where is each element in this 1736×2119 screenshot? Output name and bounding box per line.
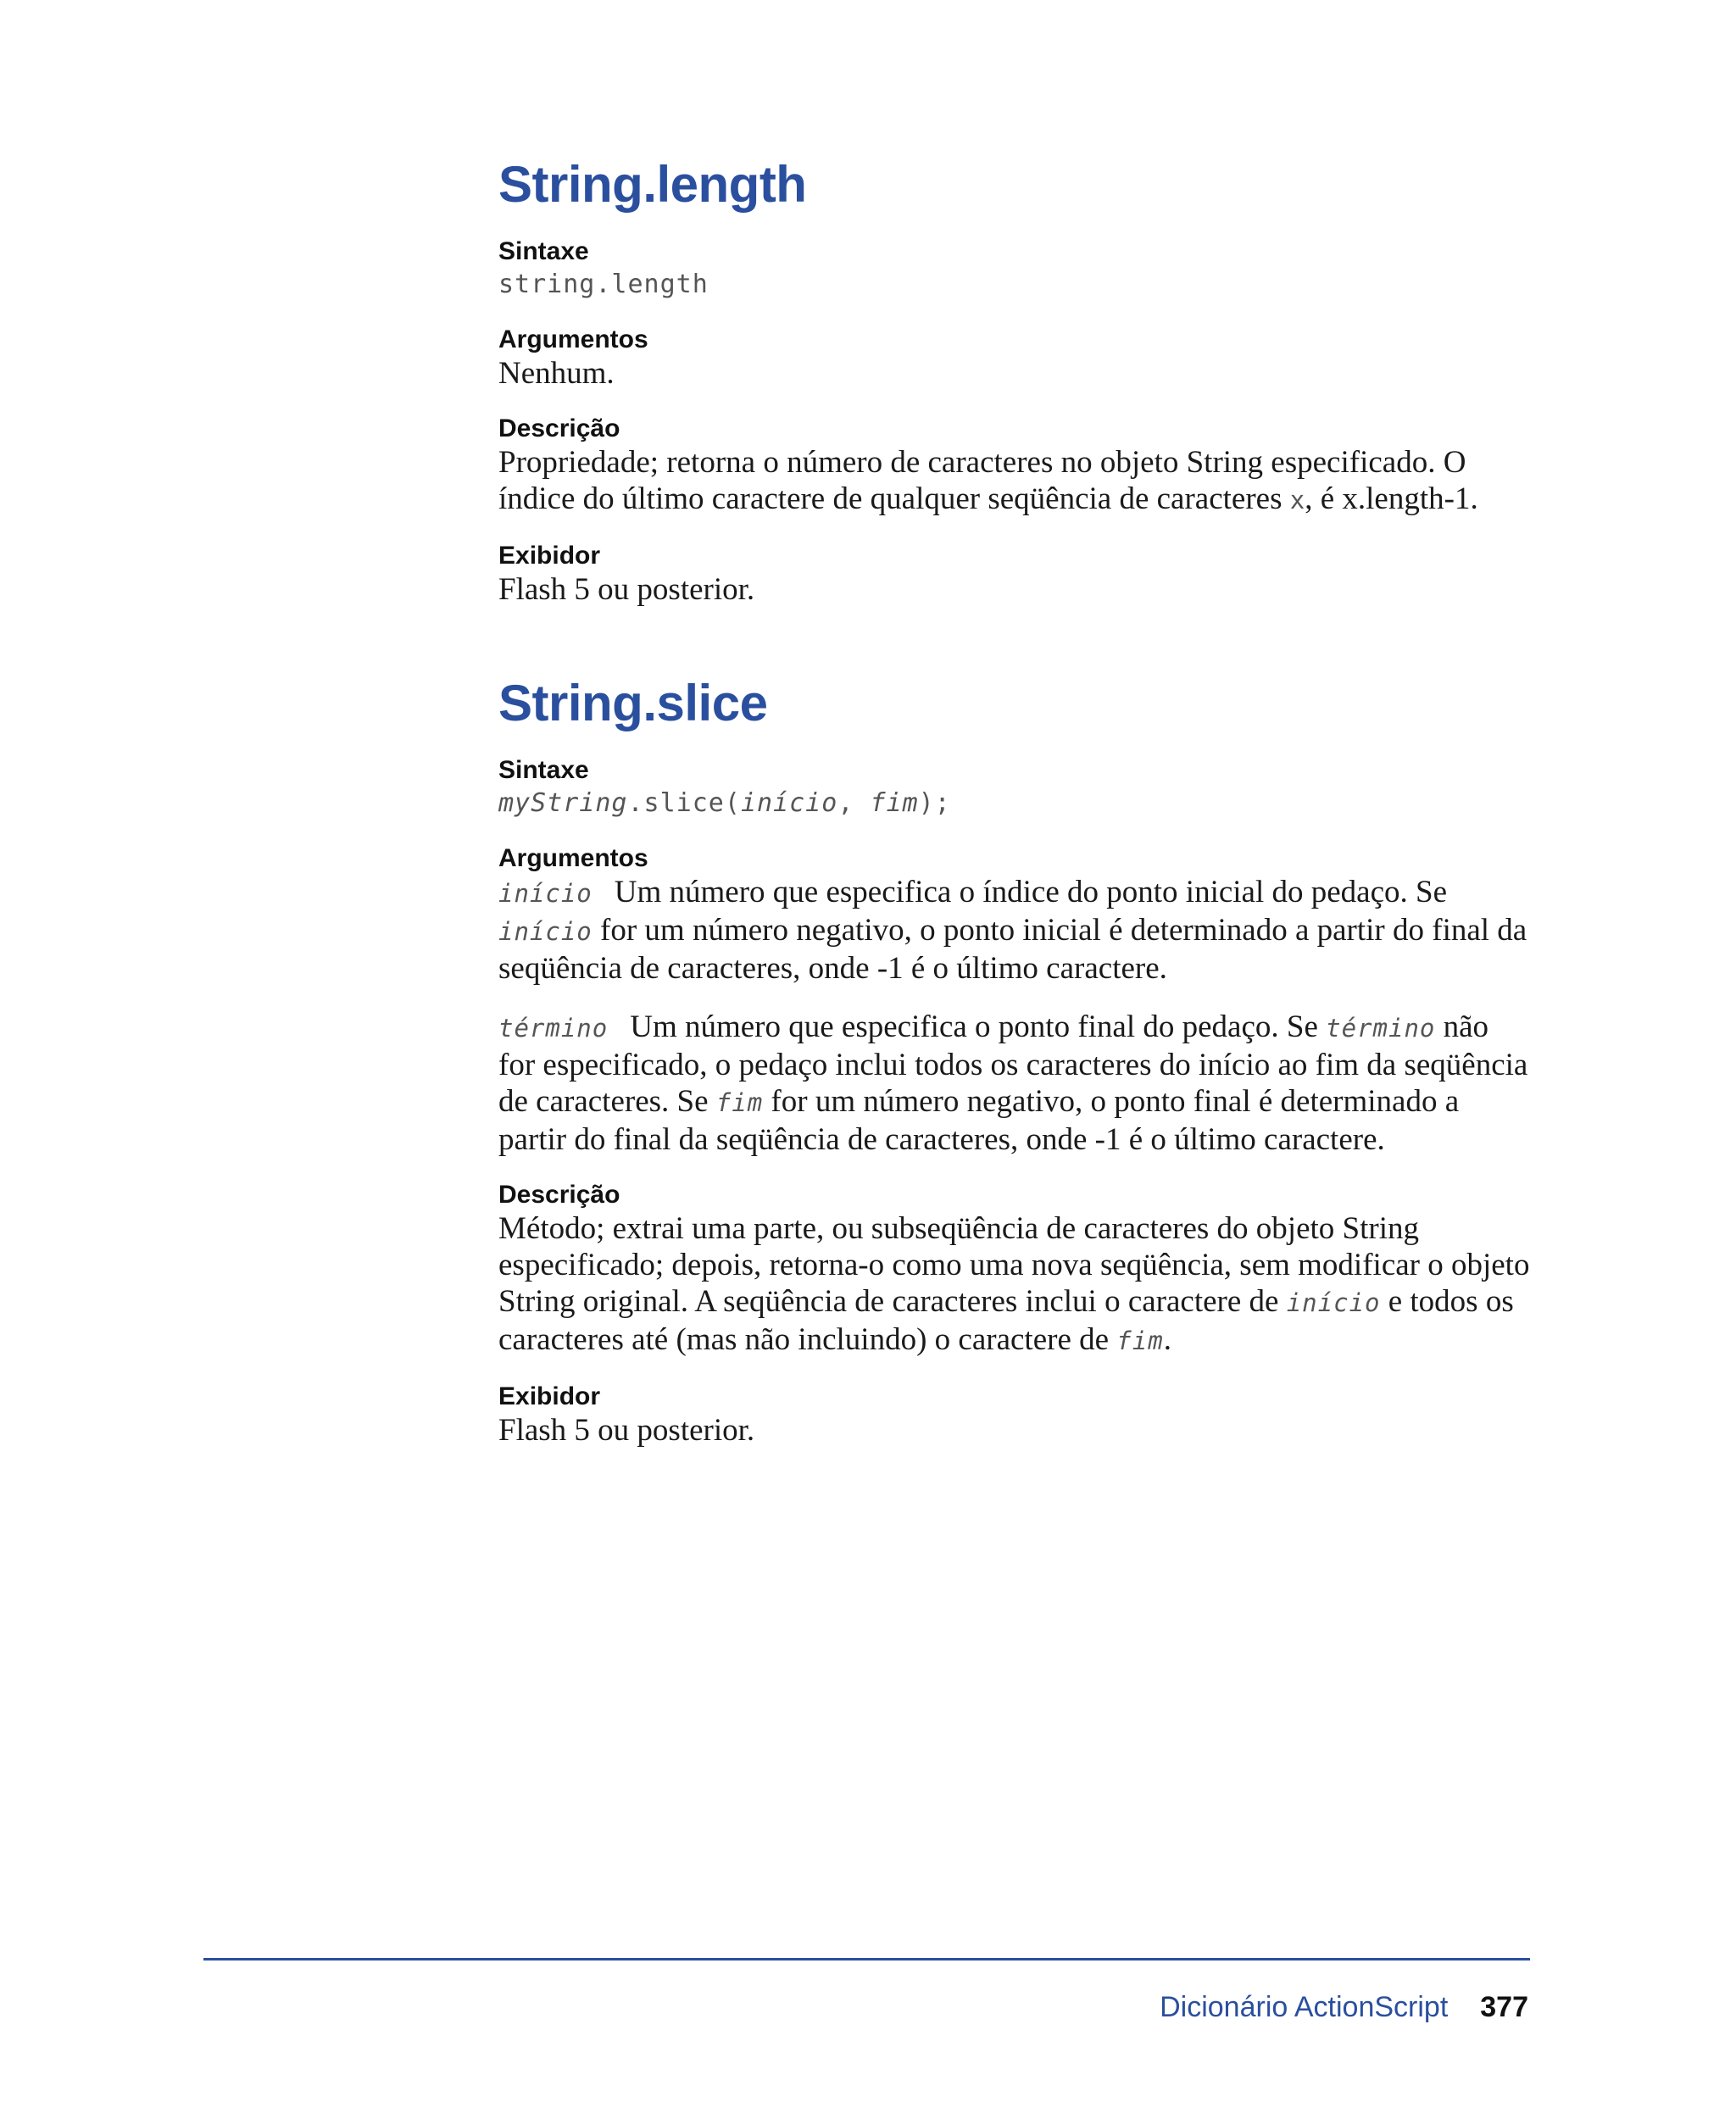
syntax-label: Sintaxe: [498, 756, 589, 784]
syntax-code: [498, 786, 1533, 821]
argument-ref: término: [1326, 1014, 1436, 1043]
description-label: Descrição: [498, 1181, 620, 1209]
page-number: 377: [1480, 1991, 1528, 2023]
entry-title: String.length: [498, 156, 807, 213]
code-x: x: [1289, 486, 1305, 514]
footer-title: Dicionário ActionScript: [1160, 1991, 1449, 2023]
description-label: Descrição: [498, 414, 620, 442]
syntax-code: string.length: [498, 270, 709, 299]
description-part: e todos os caracteres até (mas não incluindo) o caractere de: [498, 1284, 1514, 1357]
syntax-method: .slice(: [627, 788, 741, 818]
description-part: , é x.length-1.: [1305, 481, 1478, 516]
syntax-arg: início: [740, 788, 838, 818]
description-part: Método; extrai uma parte, ou subseqüência de caracteres do objeto String especificado; depois, retorna-o como uma nova seqüência, sem modificar o objeto String original. A seqüência de caracteres inclui o caractere de: [498, 1211, 1530, 1319]
arguments-label: Argumentos: [498, 844, 648, 872]
player-label: Exibidor: [498, 1382, 601, 1410]
player-text: Flash 5 ou posterior.: [498, 1413, 755, 1448]
player-text: Flash 5 ou posterior.: [498, 572, 755, 607]
footer-rule: [203, 1958, 1530, 1960]
description-text: [498, 1210, 1533, 1360]
argument-text: for um número negativo, o ponto final é determinado a partir do final da seqüência de caracteres, onde -1 é o último caractere.: [498, 1084, 1460, 1157]
syntax-object: myString: [498, 788, 628, 818]
entry-title: String.slice: [498, 675, 768, 731]
syntax-comma: ,: [837, 788, 871, 818]
arguments-text: Nenhum.: [498, 356, 615, 391]
description-text: [498, 444, 1533, 519]
player-label: Exibidor: [498, 542, 601, 570]
syntax-label: Sintaxe: [498, 237, 589, 265]
argument-text: for um número negativo, o ponto inicial é determinado a partir do final da seqüência de caracteres, onde -1 é o último caractere.: [498, 913, 1527, 986]
argument-ref: fim: [715, 1088, 764, 1117]
argument-inicio: [498, 874, 1533, 987]
argument-name: término: [498, 1014, 609, 1043]
argument-name: início: [498, 879, 593, 908]
argument-ref: início: [498, 917, 593, 946]
description-part: Propriedade; retorna o número de caracteres no objeto String especificado. O índice do último caractere de qualquer seqüência de caracteres: [498, 445, 1466, 516]
description-ref: fim: [1116, 1326, 1164, 1355]
description-ref: início: [1286, 1288, 1381, 1317]
argument-text: Um número que especifica o índice do ponto inicial do pedaço. Se: [614, 875, 1448, 909]
page-content: [498, 157, 1533, 1471]
argument-text: não for especificado, o pedaço inclui todos os caracteres do início ao fim da seqüência de caracteres. Se: [498, 1009, 1528, 1119]
description-part: .: [1163, 1322, 1171, 1357]
syntax-arg: fim: [870, 788, 919, 818]
arguments-label: Argumentos: [498, 325, 648, 353]
argument-text: Um número que especifica o ponto final do pedaço. Se: [630, 1009, 1327, 1044]
argument-termino: [498, 1009, 1533, 1158]
entry-string-slice: [498, 676, 1533, 1449]
page-footer: [1160, 1990, 1528, 2025]
entry-string-length: [498, 157, 1533, 608]
syntax-close: );: [918, 788, 951, 818]
